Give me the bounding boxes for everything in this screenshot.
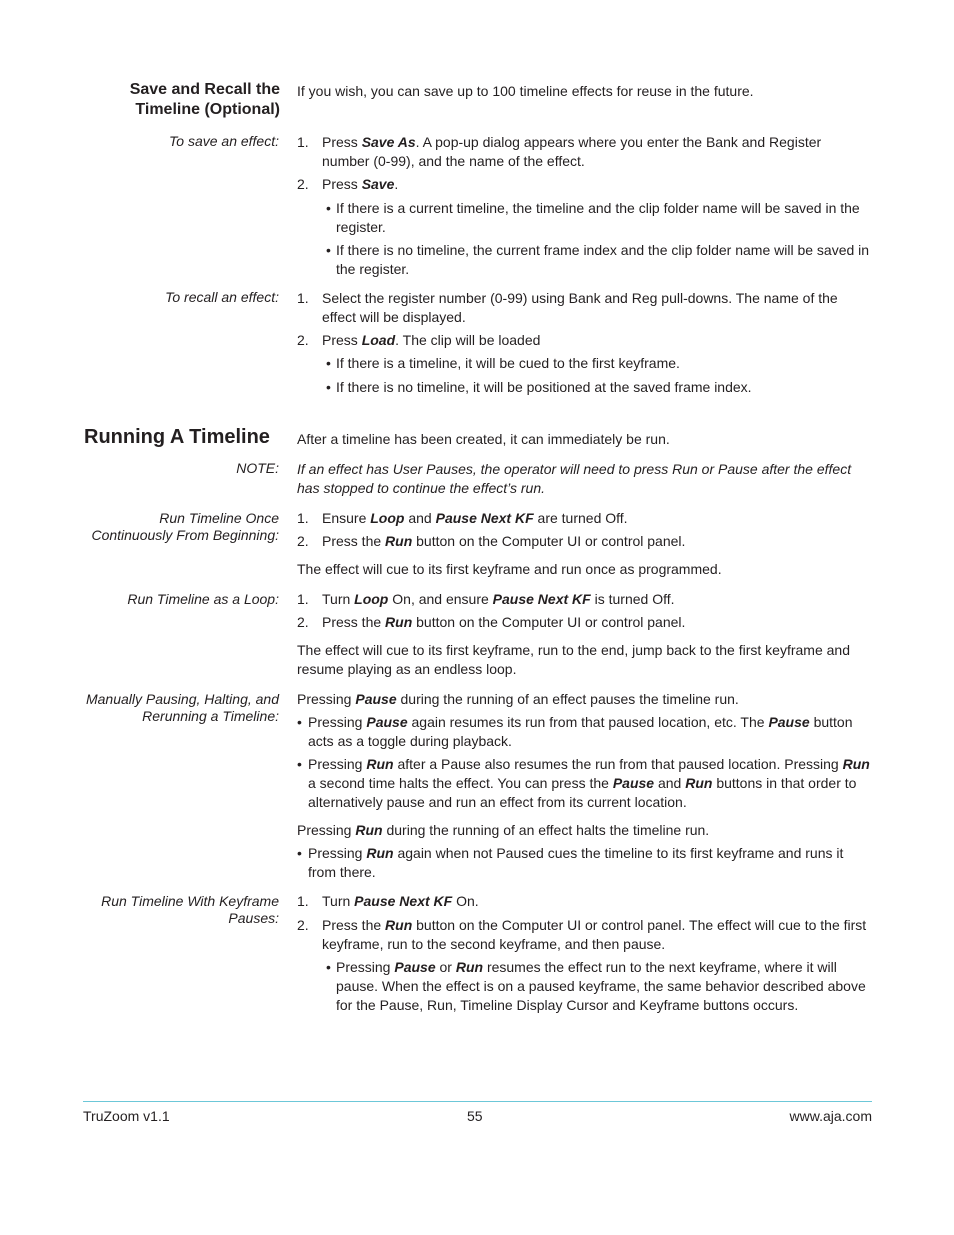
step-number: 2.: [297, 176, 309, 192]
label-keyframe-pauses: Run Timeline With Keyframe Pauses:: [101, 893, 279, 926]
bullet-icon: •: [297, 845, 302, 861]
step-number: 2.: [297, 332, 309, 348]
loop-step-2: Press the Run button on the Computer UI or control panel.: [322, 614, 686, 630]
loop-result: The effect will cue to its first keyframe, run to the end, jump back to the first keyframe and resume playing as an endless loop.: [297, 642, 850, 677]
intro-save-recall: If you wish, you can save up to 100 timeline effects for reuse in the future.: [297, 83, 754, 99]
bullet-icon: •: [326, 355, 331, 371]
footer-website-link[interactable]: www.aja.com: [789, 1108, 872, 1124]
step-number: 1.: [297, 893, 309, 909]
step-number: 2.: [297, 614, 309, 630]
intro-running-timeline: After a timeline has been created, it can immediately be run.: [297, 431, 670, 447]
once-step-1: Ensure Loop and Pause Next KF are turned Off.: [322, 510, 628, 526]
save-step-2: Press Save.: [322, 176, 399, 192]
label-run-loop: Run Timeline as a Loop:: [127, 591, 279, 607]
label-recall-effect: To recall an effect:: [165, 289, 279, 305]
recall-bullet-1: If there is a timeline, it will be cued to the first keyframe.: [336, 355, 680, 371]
manual-bullet-3: Pressing Run again when not Paused cues the timeline to its first keyframe and runs it from there.: [308, 845, 844, 880]
bullet-icon: •: [297, 714, 302, 730]
kf-bullet-1: Pressing Pause or Run resumes the effect run to the next keyframe, where it will pause. When the effect is on a paused keyframe, the same behavior described above for the Pause, Run, Timeline Display Cursor and Keyframe buttons occurs.: [336, 959, 866, 1013]
step-number: 1.: [297, 134, 309, 150]
recall-step-1: Select the register number (0-99) using Bank and Reg pull-downs. The name of the effect will be displayed.: [322, 290, 838, 325]
step-number: 1.: [297, 290, 309, 306]
step-number: 1.: [297, 510, 309, 526]
step-number: 2.: [297, 917, 309, 933]
recall-step-2: Press Load. The clip will be loaded: [322, 332, 541, 348]
bullet-icon: •: [297, 756, 302, 772]
label-save-effect: To save an effect:: [169, 133, 279, 149]
bullet-icon: •: [326, 959, 331, 975]
save-bullet-1: If there is a current timeline, the timeline and the clip folder name will be saved in the register.: [336, 200, 860, 235]
note-label: NOTE:: [236, 460, 279, 476]
note-text: If an effect has User Pauses, the operator will need to press Run or Pause after the effect has stopped to continue the effect’s run.: [297, 461, 852, 496]
once-result: The effect will cue to its first keyframe and run once as programmed.: [297, 561, 722, 577]
manual-bullet-2: Pressing Run after a Pause also resumes the run from that paused location. Pressing Run a second time halts the effect. You can press the Pause and Run buttons in that order to alternatively pause and run an effect from its current location.: [308, 756, 870, 810]
loop-step-1: Turn Loop On, and ensure Pause Next KF is turned Off.: [322, 591, 675, 607]
label-run-once: Run Timeline Once Continuously From Beginning:: [91, 510, 279, 543]
bullet-icon: •: [326, 242, 331, 258]
manual-paragraph-2: Pressing Run during the running of an effect halts the timeline run.: [297, 822, 710, 838]
footer-rule: [83, 1101, 872, 1102]
page-number: 55: [467, 1108, 483, 1124]
manual-paragraph-1: Pressing Pause during the running of an effect pauses the timeline run.: [297, 691, 739, 707]
kf-step-2: Press the Run button on the Computer UI or control panel. The effect will cue to the first keyframe, run to the second keyframe, and then pause.: [322, 917, 867, 952]
label-manual-pause: Manually Pausing, Halting, and Rerunning a Timeline:: [85, 691, 279, 724]
footer-product: TruZoom v1.1: [83, 1108, 170, 1124]
bullet-icon: •: [326, 200, 331, 216]
section-heading-save-recall: Save and Recall the Timeline (Optional): [129, 81, 280, 118]
step-number: 2.: [297, 533, 309, 549]
save-bullet-2: If there is no timeline, the current frame index and the clip folder name will be saved in the register.: [336, 242, 870, 277]
step-number: 1.: [297, 591, 309, 607]
section-heading-running-timeline: Running A Timeline: [84, 426, 270, 448]
recall-bullet-2: If there is no timeline, it will be positioned at the saved frame index.: [336, 379, 752, 395]
manual-bullet-1: Pressing Pause again resumes its run from that paused location, etc. The Pause button acts as a toggle during playback.: [308, 714, 853, 749]
save-step-1: Press Save As. A pop-up dialog appears where you enter the Bank and Register number (0-99), and the name of the effect.: [322, 134, 822, 169]
bullet-icon: •: [326, 379, 331, 395]
kf-step-1: Turn Pause Next KF On.: [322, 893, 479, 909]
once-step-2: Press the Run button on the Computer UI or control panel.: [322, 533, 686, 549]
